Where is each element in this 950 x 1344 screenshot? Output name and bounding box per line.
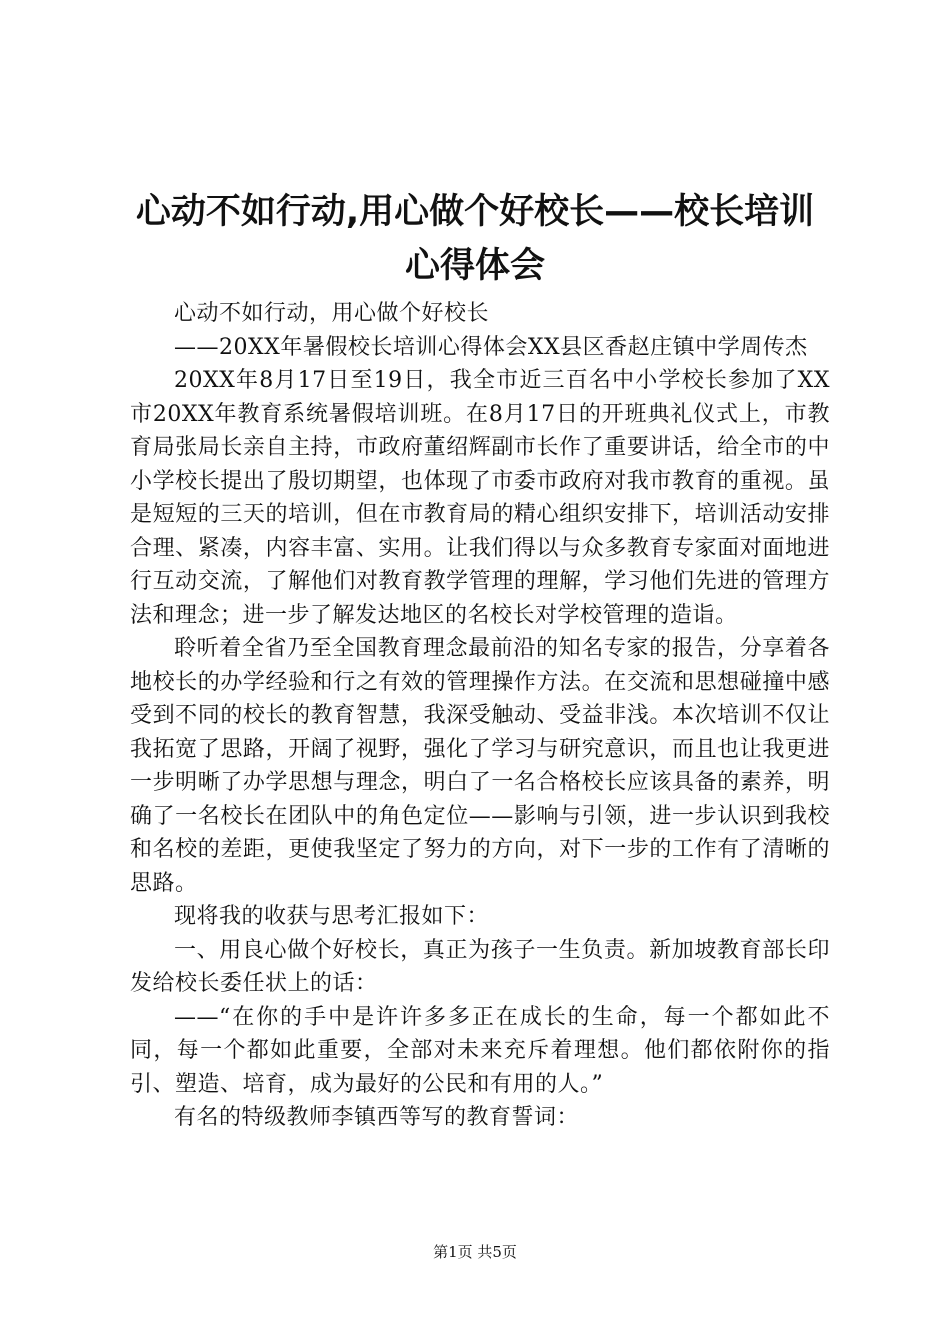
document-title: 心动不如行动,用心做个好校长——校长培训心得体会 (135, 192, 815, 286)
paragraph-reflection: 聆听着全省乃至全国教育理念最前沿的知名专家的报告，分享着各地校长的办学经验和行之有效的管理操作方法。在交流和思想碰撞中感受到不同的校长的教育智慧，我深受触动、受益非浅。本次培训不仅让我拓宽了思路，开阔了视野，强化了学习与研究意识，而且也让我更进一步明晰了办学思想与理念，明白了一名合格校长应该具备的素养，明确了一名校长在团队中的角色定位——影响与引领，进一步认识到我校和名校的差距，更使我坚定了努力的方向，对下一步的工作有了清晰的思路。 (130, 636, 830, 896)
paragraph-report-lead: 现将我的收获与思考汇报如下： (174, 904, 490, 929)
paragraph-quote: ——“在你的手中是许许多多正在成长的生命，每一个都如此不同，每一个都如此重要，全部对未来充斥着理想。他们都依附你的指引、塑造、培育，成为最好的公民和有用的人。” (130, 1004, 830, 1097)
paragraph-intro: 20XX年8月17日至19日，我全市近三百名中小学校长参加了XX市20XX年教育系统暑假培训班。在8月17日的开班典礼仪式上，市教育局张局长亲自主持，市政府董绍辉副市长作了重要讲话，给全市的中小学校长提出了殷切期望，也体现了市委市政府对我市教育的重视。虽是短短的三天的培训，但在市教育局的精心组织安排下，培训活动安排合理、紧凑，内容丰富、实用。让我们得以与众多教育专家面对面地进行互动交流，了解他们对教育教学管理的理解，学习他们先进的管理方法和理念；进一步了解发达地区的名校长对学校管理的造诣。 (130, 368, 830, 628)
paragraph-byline: ——20XX年暑假校长培训心得体会XX县区香赵庄镇中学周传杰 (174, 334, 808, 360)
paragraph-subtitle: 心动不如行动，用心做个好校长 (174, 301, 490, 326)
page-number: 第1页 共5页 (433, 1243, 517, 1261)
paragraph-oath-lead: 有名的特级教师李镇西等写的教育誓词： (174, 1105, 580, 1130)
paragraph-section-one: 一、用良心做个好校长，真正为孩子一生负责。新加坡教育部长印发给校长委任状上的话： (130, 937, 830, 996)
document-body (130, 297, 830, 1135)
